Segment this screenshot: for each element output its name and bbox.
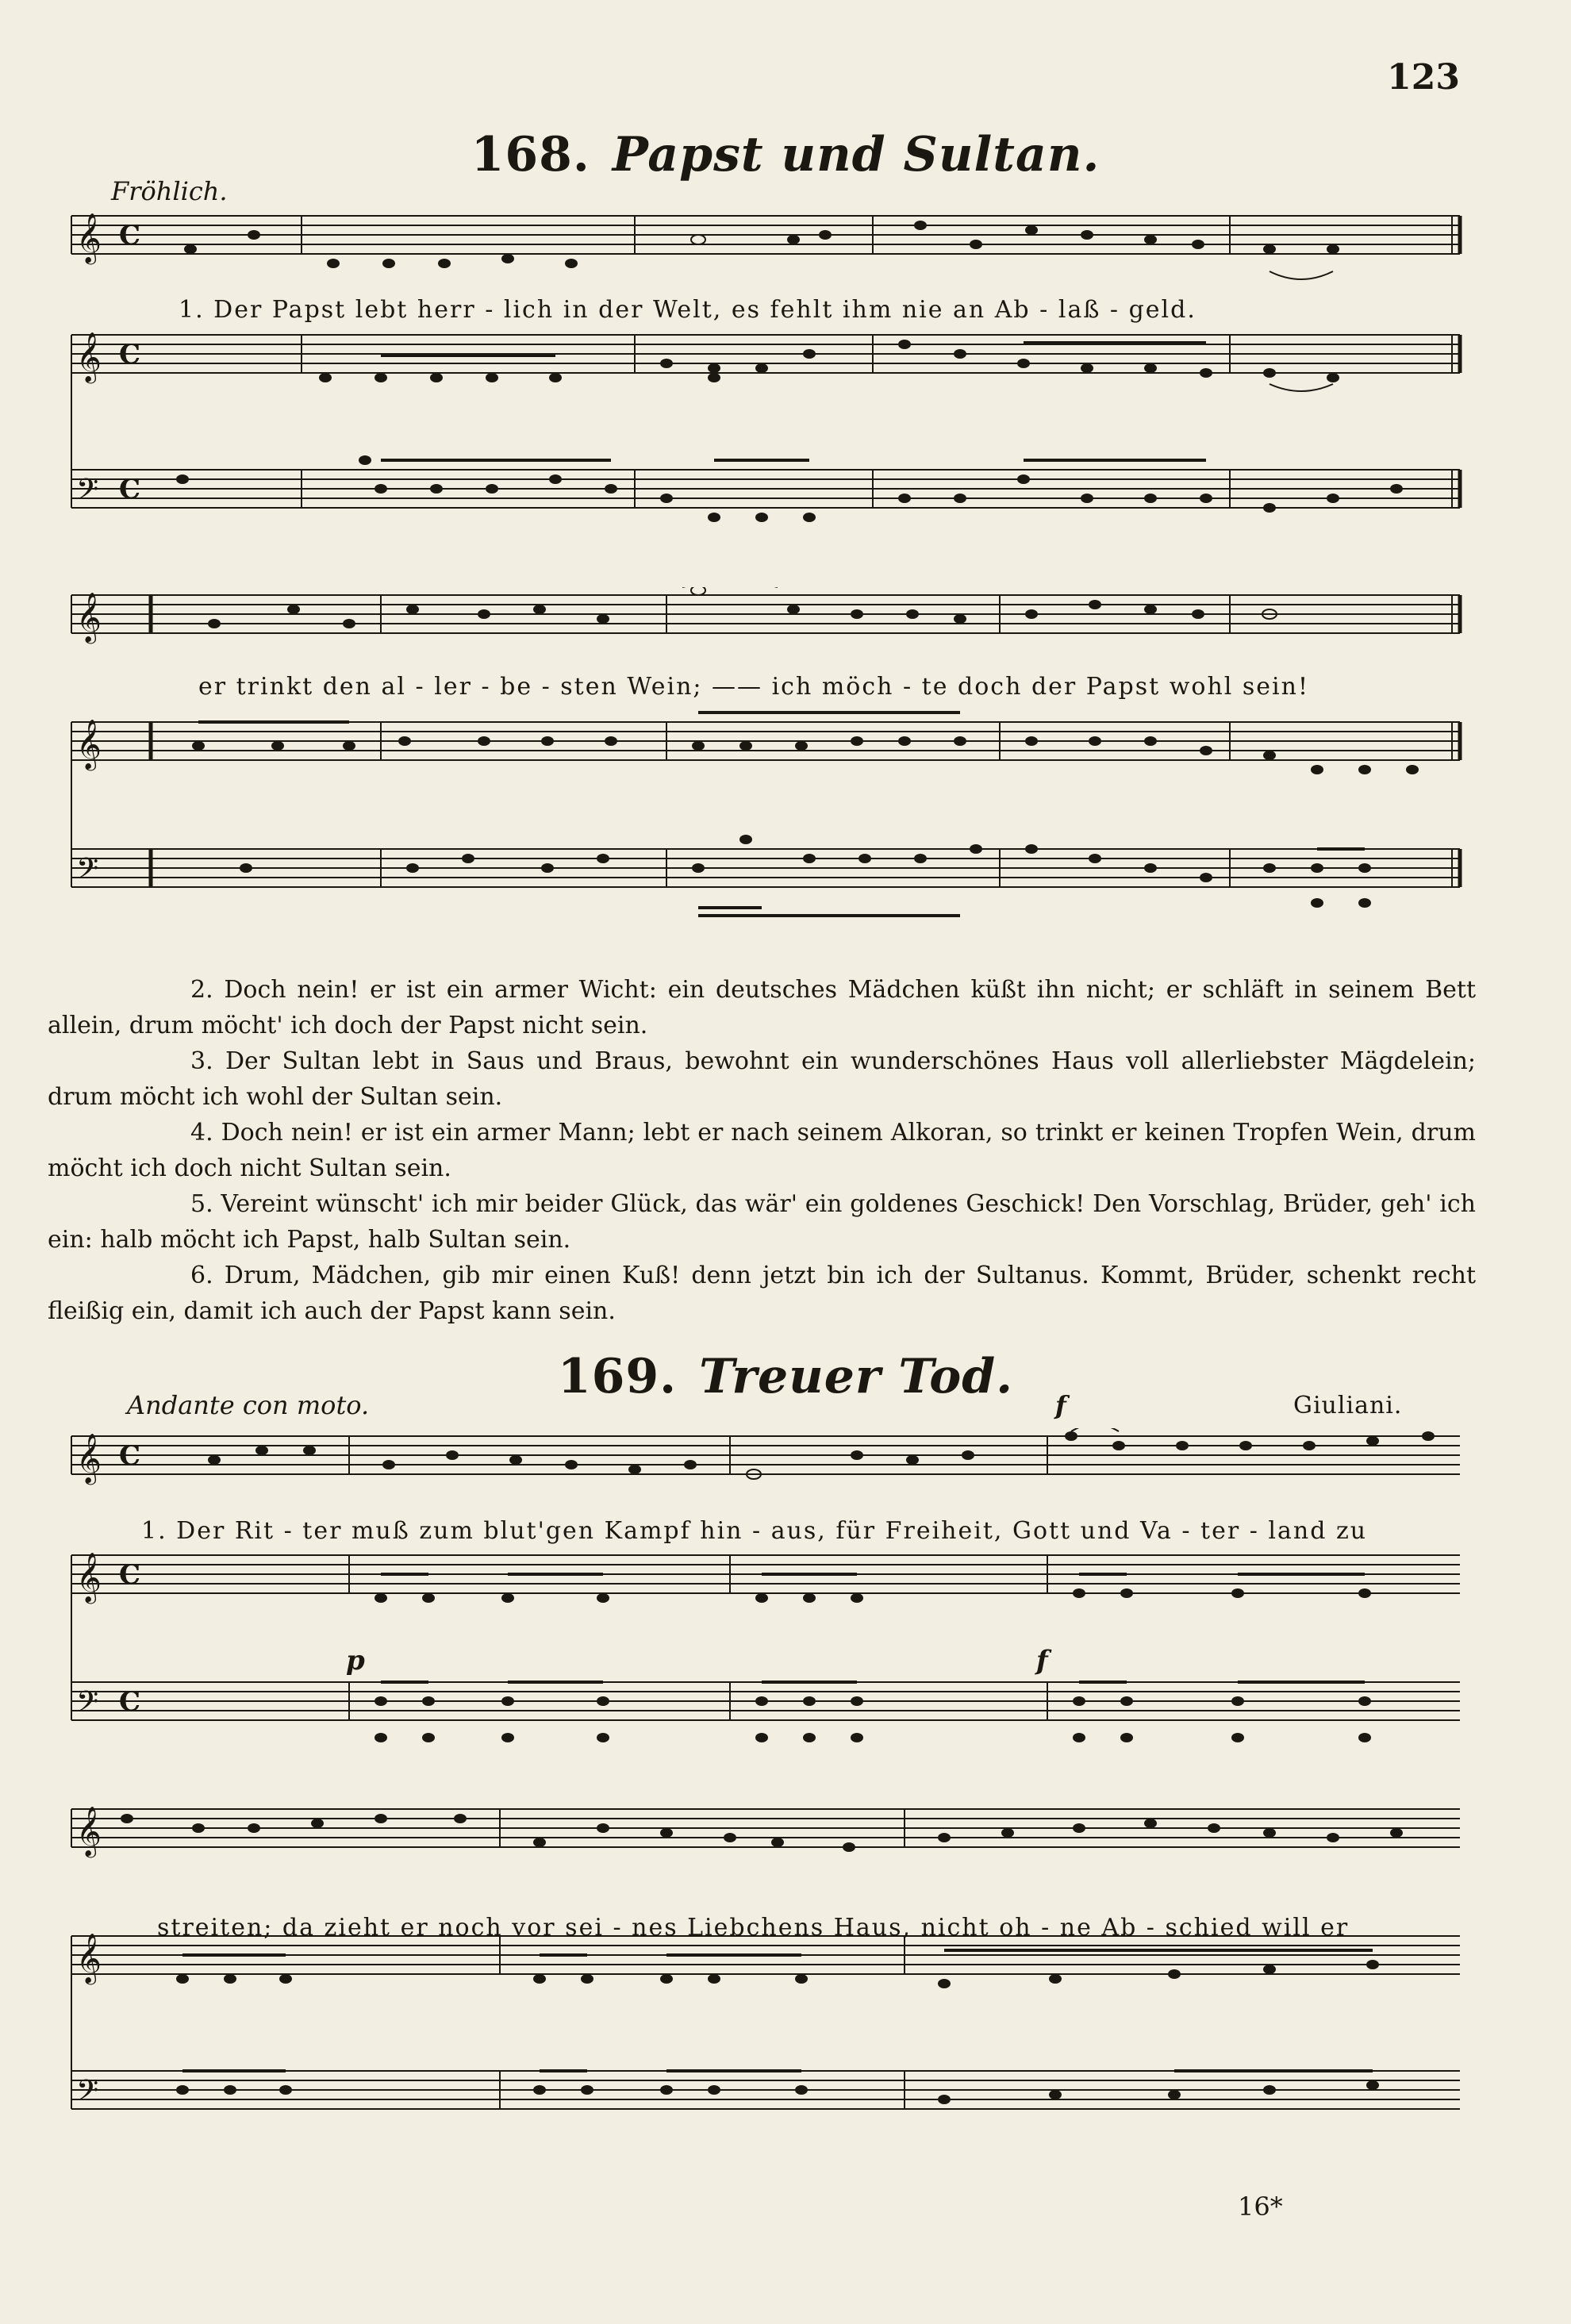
svg-text:𝄞: 𝄞 xyxy=(76,1933,102,1983)
staff-notation xyxy=(63,1428,1476,1769)
dynamic-forte-piano: f xyxy=(1036,1645,1048,1677)
verse-2: 2. Doch nein! er ist ein armer Wicht: ein deutsches Mädchen küßt ihn nicht; er schläft in seinem Bett allein, drum möcht' ich doch der Papst nicht sein. xyxy=(48,976,1476,1039)
staff-notation xyxy=(63,587,1476,944)
svg-text:C: C xyxy=(119,1686,141,1718)
music-system-169-2 xyxy=(63,1801,1476,2158)
lyric-line: 1. Der Papst lebt herr - lich in der Welt, es fehlt ihm nie an Ab - laß - geld. xyxy=(179,296,1196,324)
svg-text:𝄢: 𝄢 xyxy=(76,1685,99,1726)
verse-6: 6. Drum, Mädchen, gib mir einen Kuß! denn jetzt bin ich der Sultanus. Kommt, Brüder, schenkt recht fleißig ein, damit ich auch der Papst kann sein. xyxy=(48,1262,1476,1325)
music-system-168-1 xyxy=(63,208,1476,573)
svg-text:𝄢: 𝄢 xyxy=(76,2074,99,2115)
lyric-line: streiten; da zieht er noch vor sei - nes Liebchens Haus, nicht oh - ne Ab - schied will er xyxy=(157,1914,1350,1942)
staff-notation xyxy=(63,1801,1476,2158)
music-system-169-1 xyxy=(63,1428,1476,1769)
footer-signature: 16* xyxy=(1238,2191,1283,2222)
song-name: Papst und Sultan. xyxy=(612,127,1100,182)
additional-verses xyxy=(48,972,1476,1329)
svg-text:C: C xyxy=(119,474,141,505)
staff-notation xyxy=(63,208,1476,573)
svg-text:𝄞: 𝄞 xyxy=(76,719,102,769)
dynamic-piano: p xyxy=(346,1645,365,1677)
tempo-marking: Andante con moto. xyxy=(127,1390,370,1420)
svg-text:𝄞: 𝄞 xyxy=(76,592,102,642)
music-system-168-2 xyxy=(63,587,1476,944)
svg-text:𝄢: 𝄢 xyxy=(76,473,99,513)
svg-text:C: C xyxy=(119,1440,141,1472)
song-number: 168. xyxy=(471,127,590,182)
svg-text:𝄞: 𝄞 xyxy=(76,1806,102,1856)
svg-text:𝄞: 𝄞 xyxy=(76,1552,102,1602)
svg-text:C: C xyxy=(119,220,141,252)
svg-text:𝄞: 𝄞 xyxy=(76,1433,102,1483)
page-number: 123 xyxy=(1387,57,1460,98)
verse-3: 3. Der Sultan lebt in Saus und Braus, bewohnt ein wunderschönes Haus voll allerliebster Mägdelein; drum möcht ich wohl der Sultan sein. xyxy=(48,1047,1476,1111)
lyric-line: er trinkt den al - ler - be - sten Wein; —— ich möch - te doch der Papst wohl sein! xyxy=(198,673,1310,701)
song-number: 169. xyxy=(557,1349,678,1404)
verse-5: 5. Vereint wünscht' ich mir beider Glück, das wär' ein goldenes Geschick! Den Vorschlag, Brüder, geh' ich ein: halb möcht ich Papst, halb Sultan sein. xyxy=(48,1190,1476,1254)
lyric-line: 1. Der Rit - ter muß zum blut'gen Kampf hin - aus, für Freiheit, Gott und Va - ter - land zu xyxy=(141,1517,1368,1545)
svg-text:𝄢: 𝄢 xyxy=(76,852,99,893)
dynamic-forte: f xyxy=(1055,1390,1066,1420)
composer-name: Giuliani. xyxy=(1293,1392,1403,1419)
svg-text:𝄞: 𝄞 xyxy=(76,213,102,263)
tempo-marking: Fröhlich. xyxy=(111,176,228,206)
verse-4: 4. Doch nein! er ist ein armer Mann; lebt er nach seinem Alkoran, so trinkt er keinen Tropfen Wein, drum möcht ich doch nicht Sultan sein. xyxy=(48,1119,1476,1182)
song-name: Treuer Tod. xyxy=(699,1349,1014,1404)
svg-text:𝄞: 𝄞 xyxy=(76,332,102,382)
svg-text:C: C xyxy=(119,1559,141,1591)
song-title-168 xyxy=(0,127,1571,182)
svg-text:C: C xyxy=(119,339,141,371)
